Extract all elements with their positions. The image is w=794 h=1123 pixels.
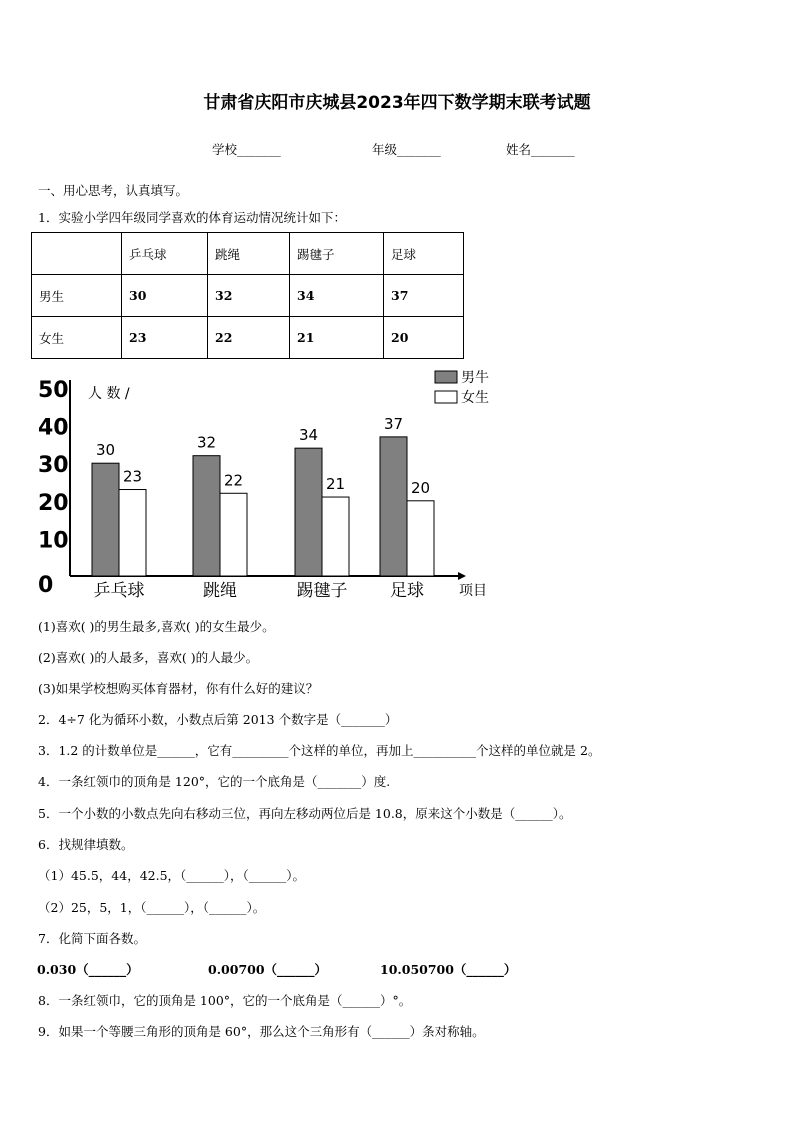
y-tick-label: 50 [38, 378, 69, 403]
bar-girls [322, 497, 349, 576]
table-header-cell: 乒乓球 [122, 233, 208, 275]
bar-value-label: 23 [122, 467, 143, 486]
table-cell: 37 [384, 275, 464, 317]
question-4: 4．一条红领巾的顶角是 120°，它的一个底角是（_______）度. [38, 774, 391, 789]
y-axis-label: 人 数 / [88, 386, 130, 402]
question-1-3: (3)如果学校想购买体育器材，你有什么好的建议？ [38, 681, 319, 696]
table-cell: 34 [290, 275, 384, 317]
bar-boys [380, 437, 407, 576]
question-7-b: 0.00700（______） [208, 962, 328, 977]
bar-girls [407, 501, 434, 576]
table-header-cell: 踢毽子 [290, 233, 384, 275]
question-7-c: 10.050700（______） [380, 962, 517, 977]
question-6-1: （1）45.5，44，42.5，（______），（______）。 [38, 868, 306, 883]
legend-swatch-girls [435, 391, 457, 403]
x-axis-label: 项目 [459, 583, 487, 599]
section-heading: 一、用心思考，认真填写。 [38, 183, 189, 198]
bar-value-label: 30 [95, 441, 116, 460]
table-header-cell: 跳绳 [208, 233, 290, 275]
bar-value-label: 20 [410, 478, 431, 497]
x-tick-label: 跳绳 [203, 581, 237, 601]
question-3: 3．1.2 的计数单位是______，它有_________个这样的单位，再加上__________个这样的单位就是 2。 [38, 743, 601, 758]
question-1-2: (2)喜欢( )的人最多，喜欢( )的人最少。 [38, 650, 259, 665]
bar-value-label: 22 [223, 471, 244, 490]
bar-boys [295, 448, 322, 576]
x-tick-label: 足球 [390, 581, 424, 601]
bar-value-label: 21 [325, 475, 346, 494]
bar-value-label: 37 [383, 414, 404, 433]
table-cell: 32 [208, 275, 290, 317]
name-field: 姓名_______ [506, 142, 575, 157]
x-tick-label: 乒乓球 [93, 581, 145, 601]
page-title: 甘肃省庆阳市庆城县2023年四下数学期末联考试题 [203, 93, 591, 113]
legend-label-boys: 男牛 [461, 370, 489, 386]
question-7: 7．化简下面各数。 [38, 931, 146, 946]
question-8: 8．一条红领巾，它的顶角是 100°，它的一个底角是（______）°。 [38, 993, 412, 1008]
question-1: 1．实验小学四年级同学喜欢的体育运动情况统计如下： [38, 210, 346, 225]
question-2: 2．4÷7 化为循环小数，小数点后第 2013 个数字是（_______） [38, 712, 398, 727]
question-1-1: (1)喜欢( )的男生最多,喜欢( )的女生最少。 [38, 619, 275, 634]
question-6-2: （2）25，5，1，（______），（______）。 [38, 900, 266, 915]
bar-boys [193, 456, 220, 576]
question-9: 9．如果一个等腰三角形的顶角是 60°，那么这个三角形有（______）条对称轴。 [38, 1024, 485, 1039]
y-tick-label: 40 [38, 415, 69, 441]
bar-girls [119, 490, 146, 576]
bar-value-label: 34 [298, 426, 319, 445]
table-cell: 20 [384, 317, 464, 359]
table-cell: 22 [208, 317, 290, 359]
legend-label-girls: 女生 [461, 390, 489, 406]
bar-girls [220, 493, 247, 576]
question-7-a: 0.030（______） [37, 962, 139, 977]
question-5: 5．一个小数的小数点先向右移动三位，再向左移动两位后是 10.8，原来这个小数是（______）。 [38, 806, 572, 821]
legend-swatch-boys [435, 371, 457, 383]
bar-value-label: 32 [196, 433, 217, 452]
bar-boys [92, 463, 119, 576]
table-cell: 30 [122, 275, 208, 317]
y-tick-label: 30 [38, 453, 69, 479]
table-header-cell: 足球 [384, 233, 464, 275]
grade-field: 年级_______ [372, 142, 441, 157]
y-tick-label: 10 [38, 528, 69, 554]
question-6: 6．找规律填数。 [38, 837, 134, 852]
table-row-label: 女生 [32, 317, 122, 359]
table-cell: 23 [122, 317, 208, 359]
x-tick-label: 踢毽子 [296, 581, 348, 601]
y-tick-label: 20 [38, 490, 69, 516]
y-tick-label: 0 [38, 573, 54, 598]
table-row-label: 男生 [32, 275, 122, 317]
x-axis-arrow-icon [458, 572, 466, 580]
table-cell: 21 [290, 317, 384, 359]
school-field: 学校_______ [212, 142, 281, 157]
